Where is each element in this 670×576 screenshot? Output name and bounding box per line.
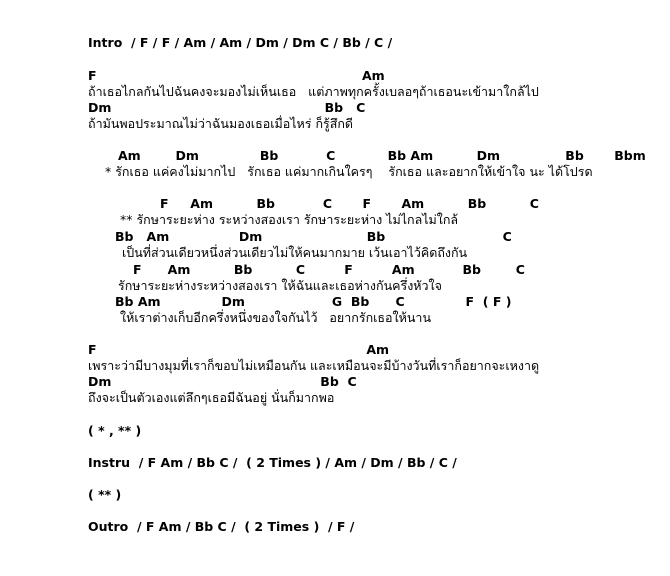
verse1-lyric-1: ถ้าเธอไกลกันไปฉันคงจะมองไม่เห็นเธอ แต่ภาพทุกครั้งเบลอๆถ้าเธอนะเข้ามาใกล้ไป [88, 84, 539, 99]
outro-line: Outro / F Am / Bb C / ( 2 Times ) / F / [88, 519, 355, 534]
chorus2-chords-4: Bb Am Dm G Bb C F ( F ) [115, 294, 512, 309]
verse1-lyric-2: ถ้ามันพอประมาณไม่ว่าฉันมองเธอเมื่อไหร่ ก็รู้สึกดี [88, 116, 354, 131]
chorus2-chords-1: F Am Bb C F Am Bb C [160, 196, 539, 211]
intro-line: Intro / F / F / Am / Am / Dm / Dm C / Bb / C / [88, 35, 393, 50]
chorus2-lyric-1: ** รักษาระยะห่าง ระหว่างสองเรา รักษาระยะห่าง ไม่ไกลไม่ใกล้ [120, 212, 459, 227]
repeat-marker-2: ( ** ) [88, 487, 122, 502]
verse2-lyric-2: ถึงจะเป็นตัวเองแต่ลึกๆเธอมีฉันอยู่ นั่นก็มากพอ [88, 390, 335, 405]
verse1-chords-1: F Am [88, 68, 385, 83]
verse2-chords-2: Dm Bb C [88, 374, 357, 389]
chorus2-lyric-4: ให้เราต่างเก็บอีกครึ่งหนึ่งของใจกันไว้ อยากรักเธอให้นาน [120, 310, 431, 325]
chorus1-lyric: * รักเธอ แค่คงไม่มากไป รักเธอ แค่มากเกินใครๆ รักเธอ และอยากให้เข้าใจ นะ ได้โปรด [105, 164, 593, 179]
repeat-marker-1: ( * , ** ) [88, 423, 142, 438]
chorus2-chords-3: F Am Bb C F Am Bb C [133, 262, 525, 277]
chorus2-lyric-3: รักษาระยะห่างระหว่างสองเรา ให้ฉันและเธอห่างกันครึ่งหัวใจ [118, 278, 442, 293]
instru-line: Instru / F Am / Bb C / ( 2 Times ) / Am / Dm / Bb / C / [88, 455, 457, 470]
verse2-lyric-1: เพราะว่ามีบางมุมที่เราก็ขอบไม่เหมือนกัน และเหมือนจะมีบ้างวันที่เราก็อยากจะเหงาดู [88, 358, 540, 373]
chorus1-chords: Am Dm Bb C Bb Am Dm Bb Bbm [118, 148, 646, 163]
verse1-chords-2: Dm Bb C [88, 100, 366, 115]
verse2-chords-1: F Am [88, 342, 390, 357]
chorus2-chords-2: Bb Am Dm Bb C [115, 229, 512, 244]
chorus2-lyric-2: เป็นที่ส่วนเดียวหนึ่งส่วนเดียวไม่ให้คนมากมาย เว้นเอาไว้คิดถึงกัน [122, 245, 468, 260]
